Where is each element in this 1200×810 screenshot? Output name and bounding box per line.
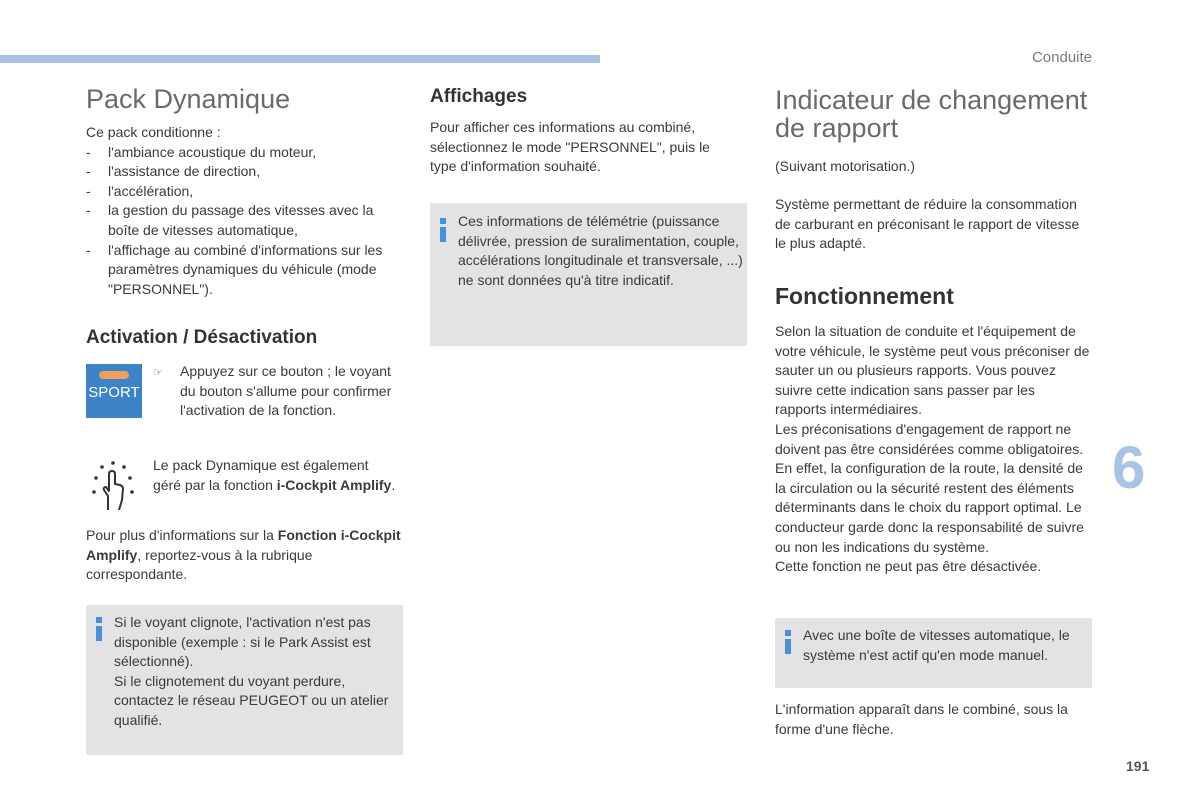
more-info-function-name: Fonction i-Cockpit Amplify [86,527,401,563]
sport-button-icon [86,364,142,418]
info-box-telemetry [430,203,747,346]
activation-heading: Activation / Désactivation [86,327,318,348]
info-icon [96,617,103,641]
pack-description [86,123,402,299]
icockpit-text: Le pack Dynamique est également géré par la fonction [153,457,369,493]
info-icon [785,630,792,654]
list-item: - la gestion du passage des vitesses avec la boîte de vitesses automatique, [86,201,402,240]
press-bullet-icon: ☞ [153,367,163,379]
arrow-display-text: L'information apparaît dans le combiné, sous la forme d'une flèche. [775,701,1068,737]
page-number: 191 [1126,758,1150,774]
section-label: Conduite [1031,49,1092,66]
info-box-automatic [775,618,1092,688]
press-instruction: Appuyez sur ce bouton ; le voyant du bouton s'allume pour confirmer l'activation de la fonction. [180,363,392,419]
chapter-number: 6 [1112,434,1146,501]
icockpit-function-name: i-Cockpit Amplify [276,476,392,493]
affichages-heading: Affichages [430,86,528,107]
info-box-content [114,613,394,731]
more-info-lead: Pour plus d'informations sur la [86,527,278,543]
list-item: - l'accélération, [86,182,402,202]
pack-title: Pack Dynamique [86,84,291,114]
list-item: - l'ambiance acoustique du moteur, [86,143,402,163]
pack-list [86,143,402,300]
list-item: - l'affichage au combiné d'informations sur les paramètres dynamiques du véhicule (mode "PERSONNEL"). [86,241,402,300]
automatic-info: Avec une boîte de vitesses automatique, le système n'est actif qu'en mode manuel. [803,627,1070,663]
fonctionnement-paragraph: Cette fonction ne peut pas être désactivée. [775,558,1042,575]
info-box-warning [86,605,403,755]
info-icon [440,218,447,242]
affichages-text: Pour afficher ces informations au combiné, sélectionnez le mode "PERSONNEL", puis le type d'information souhaité. [430,119,710,175]
hand-touch-icon [90,460,136,512]
pack-intro: Ce pack conditionne : [86,124,221,140]
system-description: Système permettant de réduire la consommation de carburant en préconisant le rapport de vitesse le plus adapté. [775,196,1080,252]
header-accent-bar [0,55,600,63]
more-info-tail: , reportez-vous à la rubrique correspondante. [86,546,313,583]
fonctionnement-text [775,322,1090,577]
info-line: Si le voyant clignote, l'activation n'est pas disponible (exemple : si le Park Assist est sélectionné). [114,614,371,670]
icockpit-note [153,456,398,495]
motorisation-note: (Suivant motorisation.) [775,158,916,174]
fonctionnement-paragraph: Les préconisations d'engagement de rapport ne doivent pas être considérées comme obligatoires. En effet, la configuration de la route, la densité de la circulation ou la sécurité restent des éléments déterminants dans le choix du rapport optimal. Le conducteur garde donc la responsabilité de suivre ou non les indications du système. [775,420,1084,555]
fonctionnement-paragraph: Selon la situation de conduite et l'équipement de votre véhicule, le système peut vous préconiser de sauter un ou plusieurs rapports. Vous pouvez suivre cette indication sans passer par les rapports intermédiaires. [775,323,1090,418]
fonctionnement-heading: Fonctionnement [775,283,954,309]
icockpit-period: . [391,476,396,493]
sport-indicator-light [99,371,129,379]
sport-label: SPORT [88,384,140,401]
info-line: Si le clignotement du voyant perdure, contactez le réseau PEUGEOT ou un atelier qualifié. [114,672,389,728]
gear-indicator-title: Indicateur de changement de rapport [775,85,1088,143]
more-info-text [86,526,404,585]
list-item: - l'assistance de direction, [86,162,402,182]
telemetry-info: Ces informations de télémétrie (puissance délivrée, pression de suralimentation, couple, accélérations longitudinale et transversale, ...) ne sont données qu'à titre indicatif. [458,213,743,288]
